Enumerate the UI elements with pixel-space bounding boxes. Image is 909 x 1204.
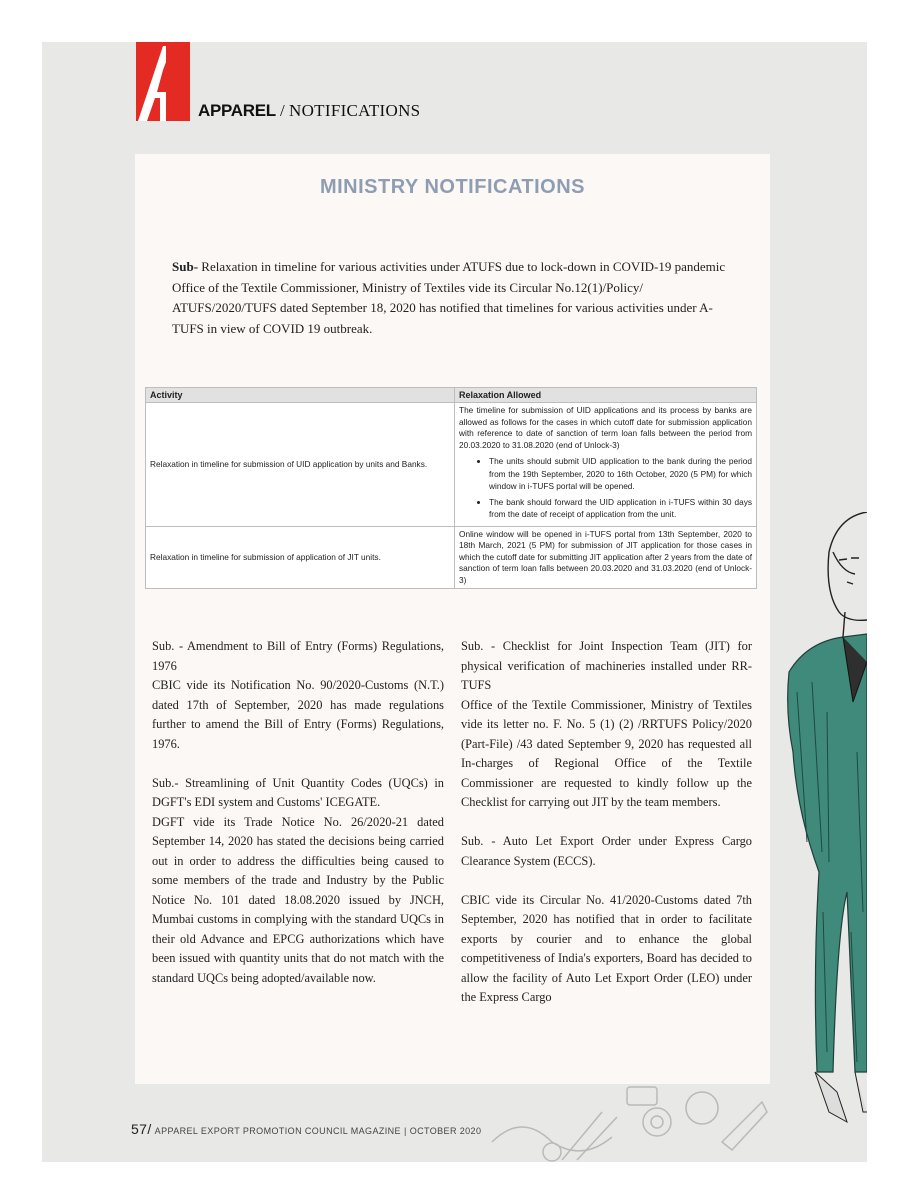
footer-magazine: APPAREL EXPORT PROMOTION COUNCIL MAGAZINE (154, 1126, 401, 1136)
table-cell-activity: Relaxation in timeline for submission of application of JIT units. (146, 526, 455, 589)
relaxation-intro: The timeline for submission of UID applications and its process by banks are allowed as follows for the cases in which cutoff date for submission application with reference to date of sanction of term loan falls between the period from 20.03.2020 to 31.08.2020 (end of Unlock-3) (459, 405, 752, 450)
table-cell-relaxation (455, 403, 757, 527)
activity-table (145, 387, 757, 589)
notification-body: Office of the Textile Commissioner, Ministry of Textiles vide its letter no. F. No. 5 (1) (2) /RRTUFS Policy/2020 (Part-File) /43 dated September 9, 2020 has requested all In-charges of Regional Office of the Textile Commissioner are requested to kindly follow up the Checklist for carrying out JIT by the team members. (461, 697, 752, 809)
footer-issue: OCTOBER 2020 (409, 1126, 482, 1136)
table-cell-activity: Relaxation in timeline for submission of UID application by units and Banks. (146, 403, 455, 527)
table-header-activity: Activity (146, 388, 455, 403)
page-background (42, 42, 867, 1162)
relaxation-intro: Online window will be opened in i-TUFS portal from 13th September, 2020 to 18th March, 2021 (5 PM) for submission of JIT application for those cases in which the cutoff date for submitting JIT application after 2 years from the date of sanction of term loan falls between 20.03.2020 and 31.03.2020 (end of Unlock-3) (459, 528, 752, 585)
fashion-sketch-woman-in-suit-icon (767, 512, 867, 1162)
table-header-relaxation: Relaxation Allowed (455, 388, 757, 403)
page-number: 57 (131, 1121, 148, 1137)
notification-subject: Sub. - Checklist for Joint Inspection Team (JIT) for physical verification of machineries installed under RR-TUFS (461, 639, 752, 692)
notification-body: CBIC vide its Notification No. 90/2020-Customs (N.T.) dated 17th of September, 2020 has made regulations further to amend the Bill of Entry (Forms) Regulations, 1976. (152, 678, 444, 751)
notification-subject: Sub. - Auto Let Export Order under Express Cargo Clearance System (ECCS). (461, 834, 752, 868)
table-cell-relaxation (455, 526, 757, 589)
intro-sub-label: Sub- (172, 259, 199, 274)
table-row (146, 526, 757, 589)
table-row (146, 403, 757, 527)
notification-subject: Sub.- Streamlining of Unit Quantity Codes (UQCs) in DGFT's EDI system and Customs' ICEGATE. (152, 775, 444, 809)
page-footer (131, 1121, 481, 1137)
table-header-row (146, 388, 757, 403)
intro-paragraph (172, 257, 732, 339)
page-title: MINISTRY NOTIFICATIONS (319, 176, 586, 198)
header-separator: / (280, 101, 286, 120)
left-column (152, 637, 444, 988)
footer-separator: | (403, 1126, 407, 1136)
apparel-a-logo-icon (136, 42, 190, 121)
notification-body: DGFT vide its Trade Notice No. 26/2020-21 dated September 14, 2020 has stated the decisions being carried out in order to address the difficulties being caused to some members of the trade and Industry by the Public Notice No. 101 dated 18.08.2020 issued by JNCH, Mumbai customs in complying with the standard UQCs in their old Advance and EPCG authorizations which have been issued with quantity units that do not match with the standard UQCs being adopted/available now. (152, 814, 444, 985)
header-section-label: NOTIFICATIONS (289, 101, 421, 120)
header-brand: APPAREL (198, 101, 276, 120)
footer-slash: / (147, 1121, 152, 1137)
relaxation-bullets (459, 455, 752, 521)
right-column (461, 637, 752, 1008)
notification-subject: Sub. - Amendment to Bill of Entry (Forms) Regulations, 1976 (152, 639, 444, 673)
header-section (276, 101, 420, 121)
relaxation-bullet: • The units should submit UID application to the bank during the period from the 19th September, 2020 to 16th October, 2020 (5 PM) for which window in i-TUFS portal will be opened. (489, 455, 752, 493)
relaxation-bullet: • The bank should forward the UID application in i-TUFS within 30 days from the date of receipt of application from the unit. (489, 496, 752, 521)
notification-body: CBIC vide its Circular No. 41/2020-Customs dated 7th September, 2020 has notified that in order to facilitate exports by courier and to enhance the global competitiveness of India's exporters, Board has decided to allow the facility of Auto Let Export Order (LEO) under the Express Cargo (461, 892, 752, 1004)
intro-text: Relaxation in timeline for various activities under ATUFS due to lock-down in COVID-19 pandemic Office of the Textile Commissioner, Ministry of Textiles vide its Circular No.12(1)/Policy/ ATUFS/2020/TUFS dated September 18, 2020 has notified that timelines for various activities under A-TUFS in view of COVID 19 outbreak. (172, 259, 726, 336)
content-panel (135, 154, 770, 1084)
